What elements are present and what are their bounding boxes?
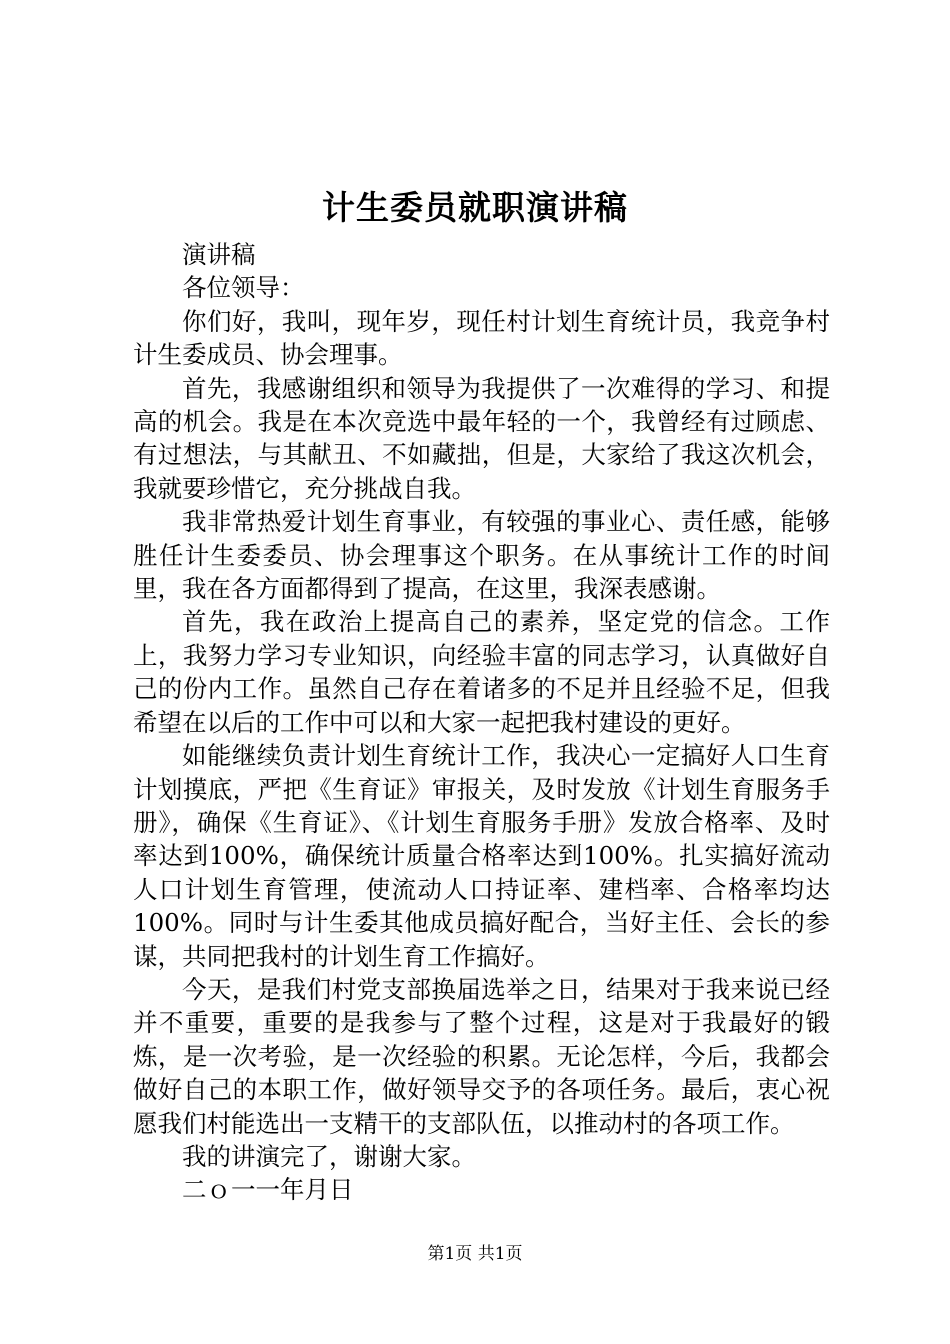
- paragraph: 首先，我在政治上提高自己的素养，坚定党的信念。工作上，我努力学习专业知识，向经验丰富的同志学习，认真做好自己的份内工作。虽然自己存在着诸多的不足并且经验不足，但我希望在以后的工作中可以和大家一起把我村建设的更好。: [133, 607, 830, 737]
- paragraph: 你们好，我叫，现年岁，现任村计划生育统计员，我竞争村计生委成员、协会理事。: [133, 306, 830, 370]
- paragraph-date: 二ｏ一一年月日: [182, 1175, 354, 1205]
- paragraph: 今天，是我们村党支部换届选举之日，结果对于我来说已经并不重要，重要的是我参与了整个过程，这是对于我最好的锻炼，是一次考验，是一次经验的积累。无论怎样，今后，我都会做好自己的本职工作，做好领导交予的各项任务。最后，衷心祝愿我们村能选出一支精干的支部队伍，以推动村的各项工作。: [133, 974, 830, 1138]
- paragraph-closing: 我的讲演完了，谢谢大家。: [182, 1141, 476, 1171]
- document-body: [133, 238, 830, 1207]
- paragraph: 我非常热爱计划生育事业，有较强的事业心、责任感，能够胜任计生委委员、协会理事这个职务。在从事统计工作的时间里，我在各方面都得到了提高，在这里，我深表感谢。: [133, 507, 830, 604]
- document-title: 计生委员就职演讲稿: [322, 188, 628, 227]
- paragraph: 首先，我感谢组织和领导为我提供了一次难得的学习、和提高的机会。我是在本次竞选中最年轻的一个，我曾经有过顾虑、有过想法，与其献丑、不如藏拙，但是，大家给了我这次机会，我就要珍惜它，充分挑战自我。: [133, 373, 830, 503]
- paragraph-heading: 演讲稿: [182, 240, 256, 269]
- page-footer: 第1页 共1页: [427, 1244, 523, 1264]
- paragraph: 如能继续负责计划生育统计工作，我决心一定搞好人口生育计划摸底，严把《生育证》审报关，及时发放《计划生育服务手册》，确保《生育证》、《计划生育服务手册》发放合格率、及时率达到100%，确保统计质量合格率达到100%。扎实搞好流动人口计划生育管理，使流动人口持证率、建档率、合格率均达100%。同时与计生委其他成员搞好配合，当好主任、会长的参谋，共同把我村的计划生育工作搞好。: [133, 741, 830, 971]
- paragraph-salutation: 各位领导：: [182, 273, 305, 303]
